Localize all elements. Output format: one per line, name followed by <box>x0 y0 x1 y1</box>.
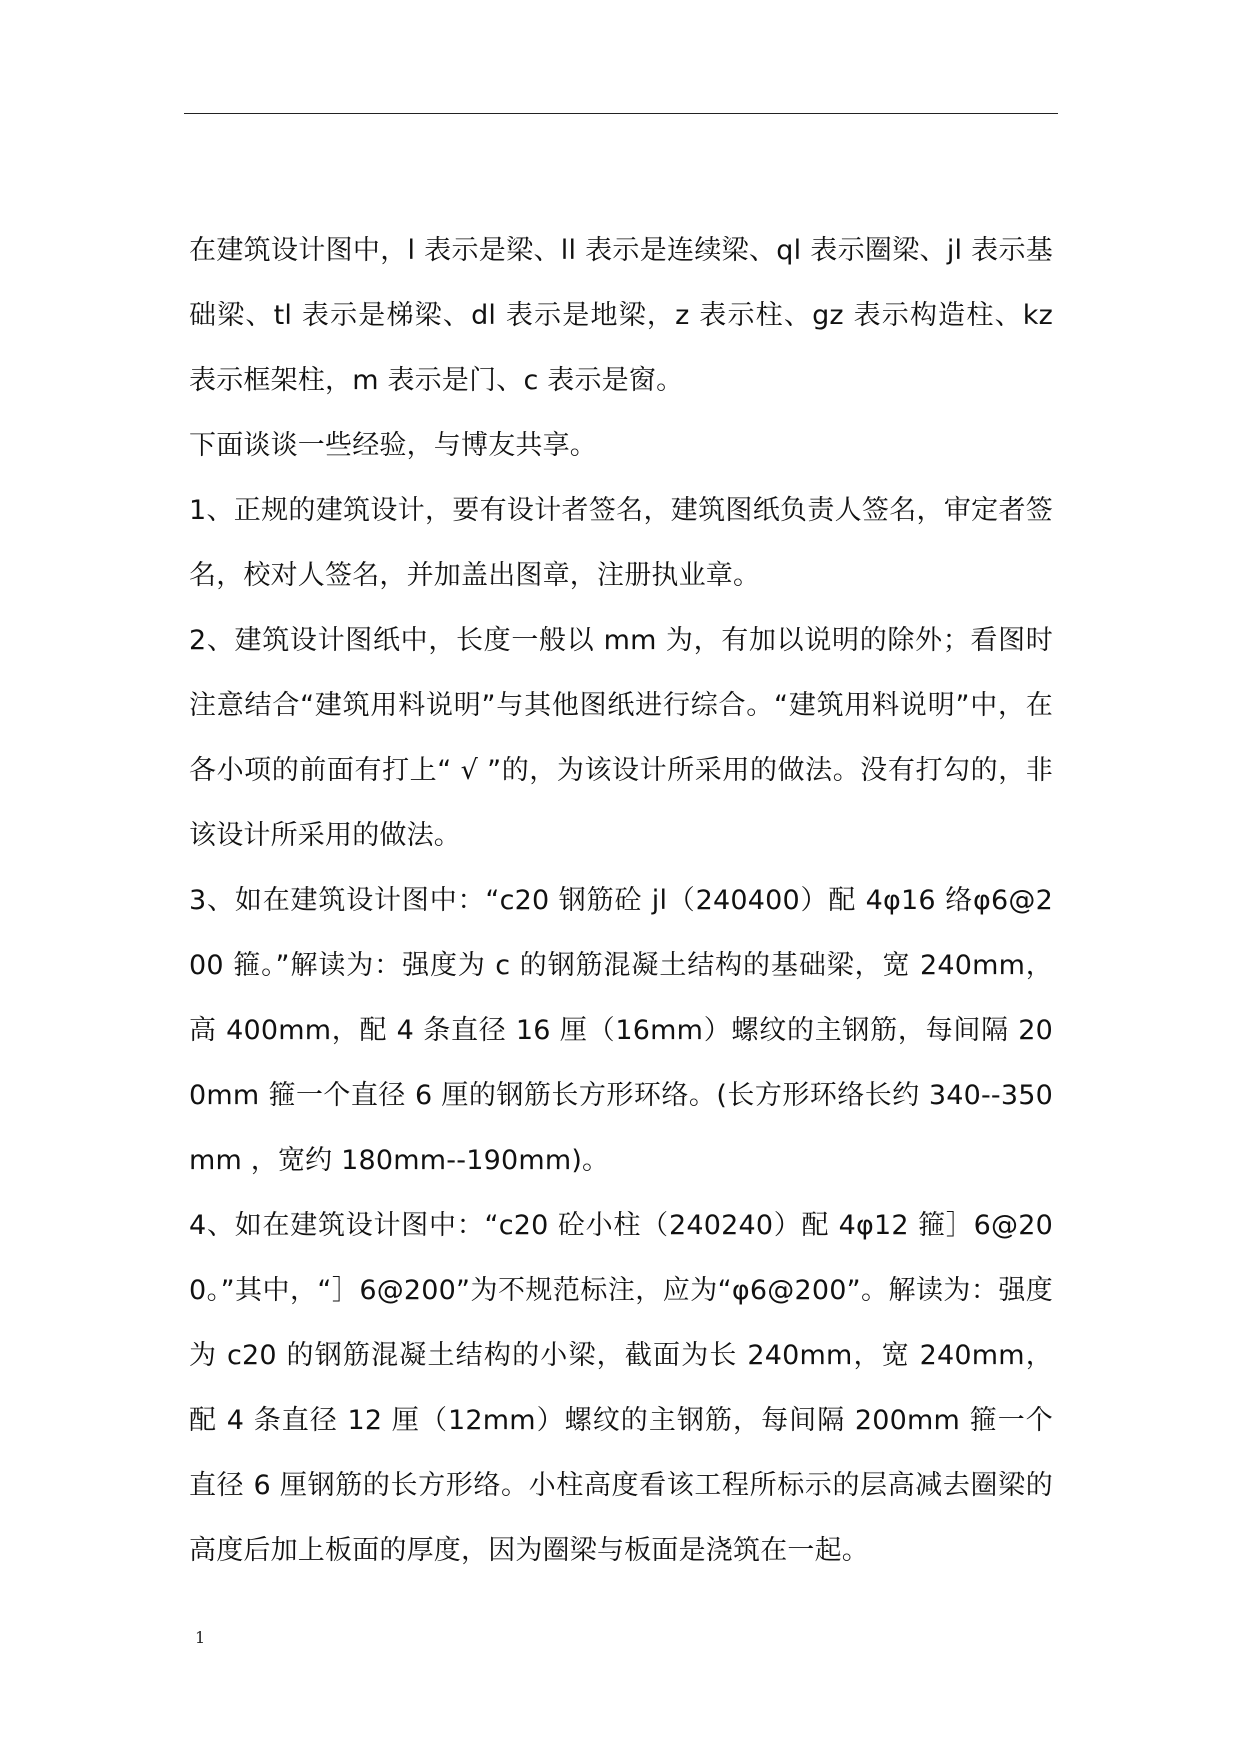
paragraph-item-2: 2、建筑设计图纸中，长度一般以 mm 为，有加以说明的除外；看图时注意结合“建筑用料说明”与其他图纸进行综合。“建筑用料说明”中，在各小项的前面有打上“ √ ”的，为该设计所采用的做法。没有打勾的，非该设计所采用的做法。 <box>189 625 1053 851</box>
paragraph-intro: 下面谈谈一些经验，与博友共享。 <box>189 430 597 461</box>
paragraph-item-1: 1、正规的建筑设计，要有设计者签名，建筑图纸负责人签名，审定者签名，校对人签名，并加盖出图章，注册执业章。 <box>189 495 1053 591</box>
header-rule <box>184 113 1058 114</box>
document-body <box>189 218 1053 1583</box>
page-number: 1 <box>195 1628 206 1647</box>
paragraph-abbreviations: 在建筑设计图中，l 表示是梁、ll 表示是连续梁、ql 表示圈梁、jl 表示基础梁、tl 表示是梯梁、dl 表示是地梁，z 表示柱、gz 表示构造柱、kz 表示框架柱，m 表示是门、c 表示是窗。 <box>189 235 1053 396</box>
paragraph-item-4: 4、如在建筑设计图中：“c20 砼小柱（240240）配 4φ12 箍］6@200。”其中，“］6@200”为不规范标注，应为“φ6@200”。解读为：强度为 c20 的钢筋混凝土结构的小梁，截面为长 240mm，宽 240mm，配 4 条直径 12 厘（12mm）螺纹的主钢筋，每间隔 200mm 箍一个直径 6 厘钢筋的长方形络。小柱高度看该工程所标示的层高减去圈梁的高度后加上板面的厚度，因为圈梁与板面是浇筑在一起。 <box>189 1210 1053 1566</box>
paragraph-item-3: 3、如在建筑设计图中：“c20 钢筋砼 jl（240400）配 4φ16 络φ6@200 箍。”解读为：强度为 c 的钢筋混凝土结构的基础梁，宽 240mm，高 400mm，配 4 条直径 16 厘（16mm）螺纹的主钢筋，每间隔 200mm 箍一个直径 6 厘的钢筋长方形环络。(长方形环络长约 340--350 mm ，宽约 180mm--190mm)。 <box>189 885 1053 1176</box>
